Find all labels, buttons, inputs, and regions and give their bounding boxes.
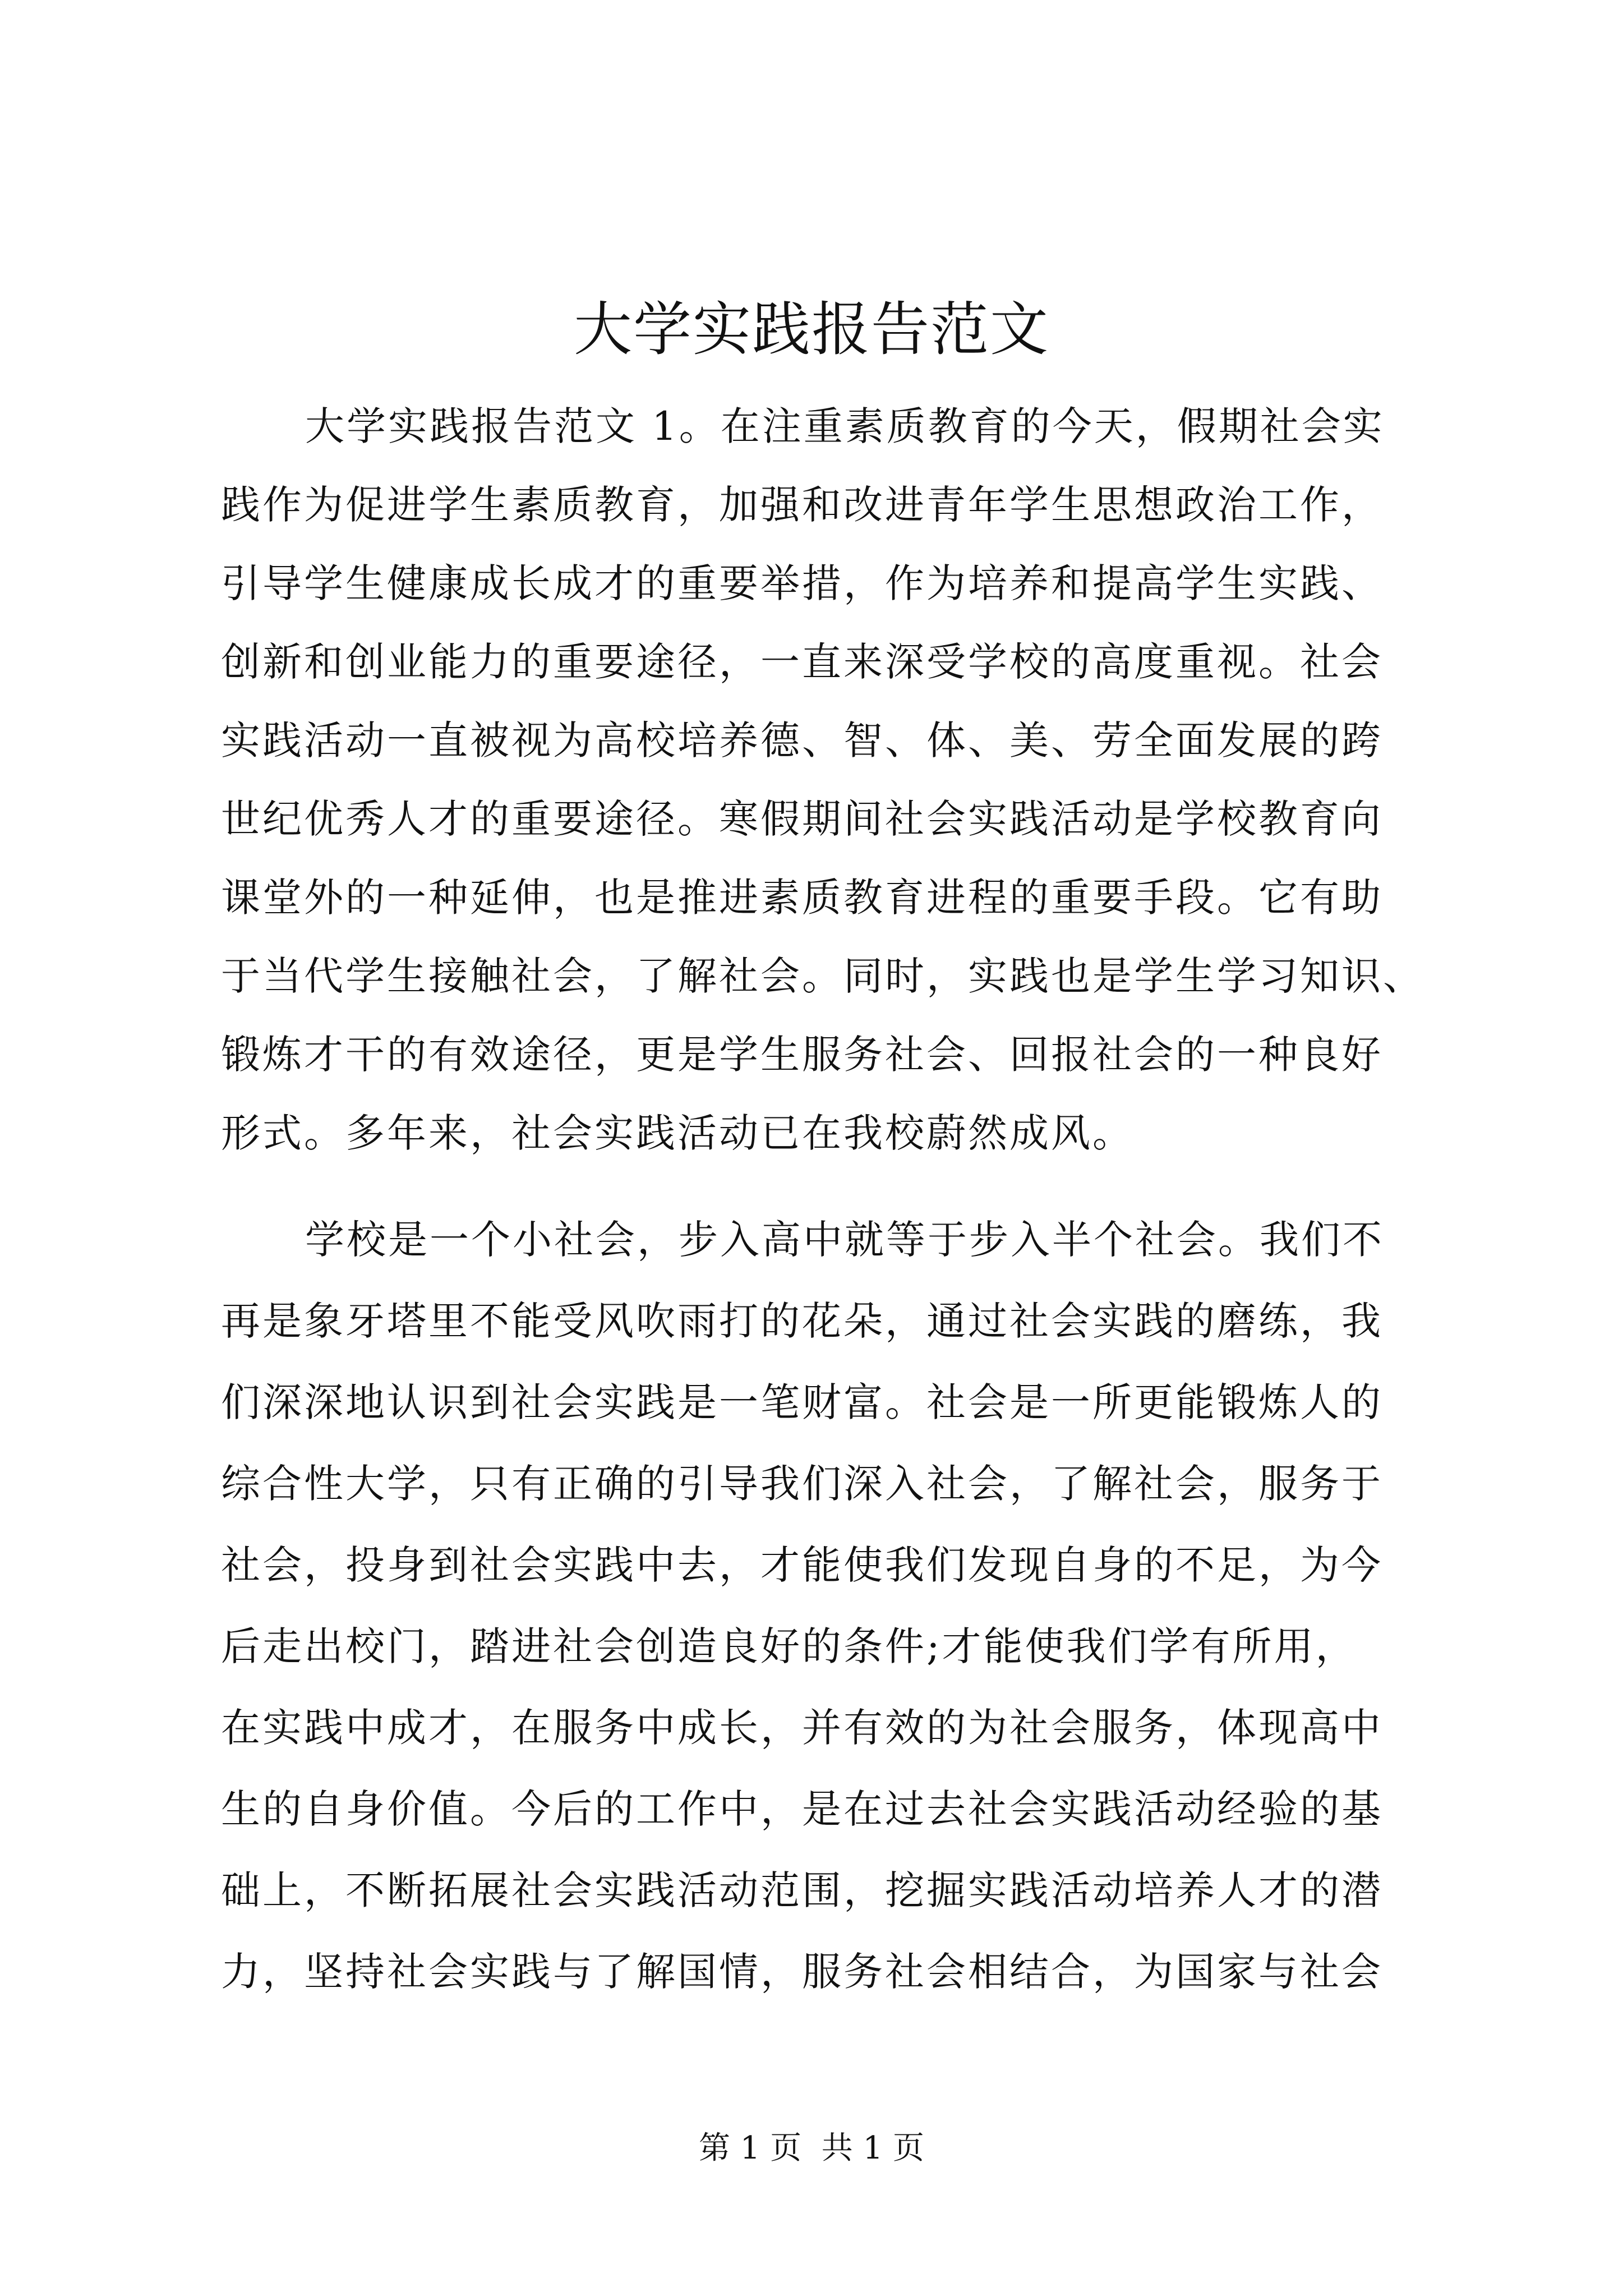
paragraph-2-line-9: 础上，不断拓展社会实践活动范围，挖掘实践活动培养人才的潜: [221, 1867, 1383, 1913]
page-title: 大学实践报告范文: [573, 295, 1049, 364]
paragraph-1-line-2: 践作为促进学生素质教育，加强和改进青年学生思想政治工作，: [221, 482, 1383, 528]
paragraph-1-line-5: 实践活动一直被视为高校培养德、智、体、美、劳全面发展的跨: [221, 717, 1383, 763]
paragraph-2-line-6: 后走出校门，踏进社会创造良好的条件;才能使我们学有所用，: [221, 1623, 1357, 1669]
paragraph-1-line-4: 创新和创业能力的重要途径，一直来深受学校的高度重视。社会: [221, 639, 1383, 685]
paragraph-1-line-1: 大学实践报告范文 1。在注重素质教育的今天，假期社会实: [305, 403, 1385, 449]
paragraph-2-line-5: 社会，投身到社会实践中去，才能使我们发现自身的不足，为今: [221, 1542, 1383, 1588]
paragraph-2-line-3: 们深深地认识到社会实践是一笔财富。社会是一所更能锻炼人的: [221, 1379, 1383, 1425]
paragraph-2-line-4: 综合性大学，只有正确的引导我们深入社会，了解社会，服务于: [221, 1461, 1383, 1507]
paragraph-1-line-6: 世纪优秀人才的重要途径。寒假期间社会实践活动是学校教育向: [221, 796, 1383, 842]
paragraph-1-line-9: 锻炼才干的有效途径，更是学生服务社会、回报社会的一种良好: [221, 1032, 1383, 1078]
paragraph-1-line-7: 课堂外的一种延伸，也是推进素质教育进程的重要手段。它有助: [221, 875, 1383, 921]
paragraph-2-line-10: 力，坚持社会实践与了解国情，服务社会相结合，为国家与社会: [221, 1949, 1383, 1995]
paragraph-2-line-2: 再是象牙塔里不能受风吹雨打的花朵，通过社会实践的磨练，我: [221, 1298, 1383, 1344]
paragraph-2-line-1: 学校是一个小社会，步入高中就等于步入半个社会。我们不: [305, 1217, 1384, 1263]
paragraph-2-line-8: 生的自身价值。今后的工作中，是在过去社会实践活动经验的基: [221, 1786, 1383, 1832]
paragraph-1-line-8: 于当代学生接触社会，了解社会。同时，实践也是学生学习知识、: [221, 953, 1424, 999]
page-footer: 第 1 页 共 1 页: [698, 2130, 925, 2166]
paragraph-1-line-10: 形式。多年来，社会实践活动已在我校蔚然成风。: [221, 1110, 1134, 1156]
paragraph-1-line-3: 引导学生健康成长成才的重要举措，作为培养和提高学生实践、: [221, 560, 1383, 606]
paragraph-2-line-7: 在实践中成才，在服务中成长，并有效的为社会服务，体现高中: [221, 1705, 1383, 1751]
